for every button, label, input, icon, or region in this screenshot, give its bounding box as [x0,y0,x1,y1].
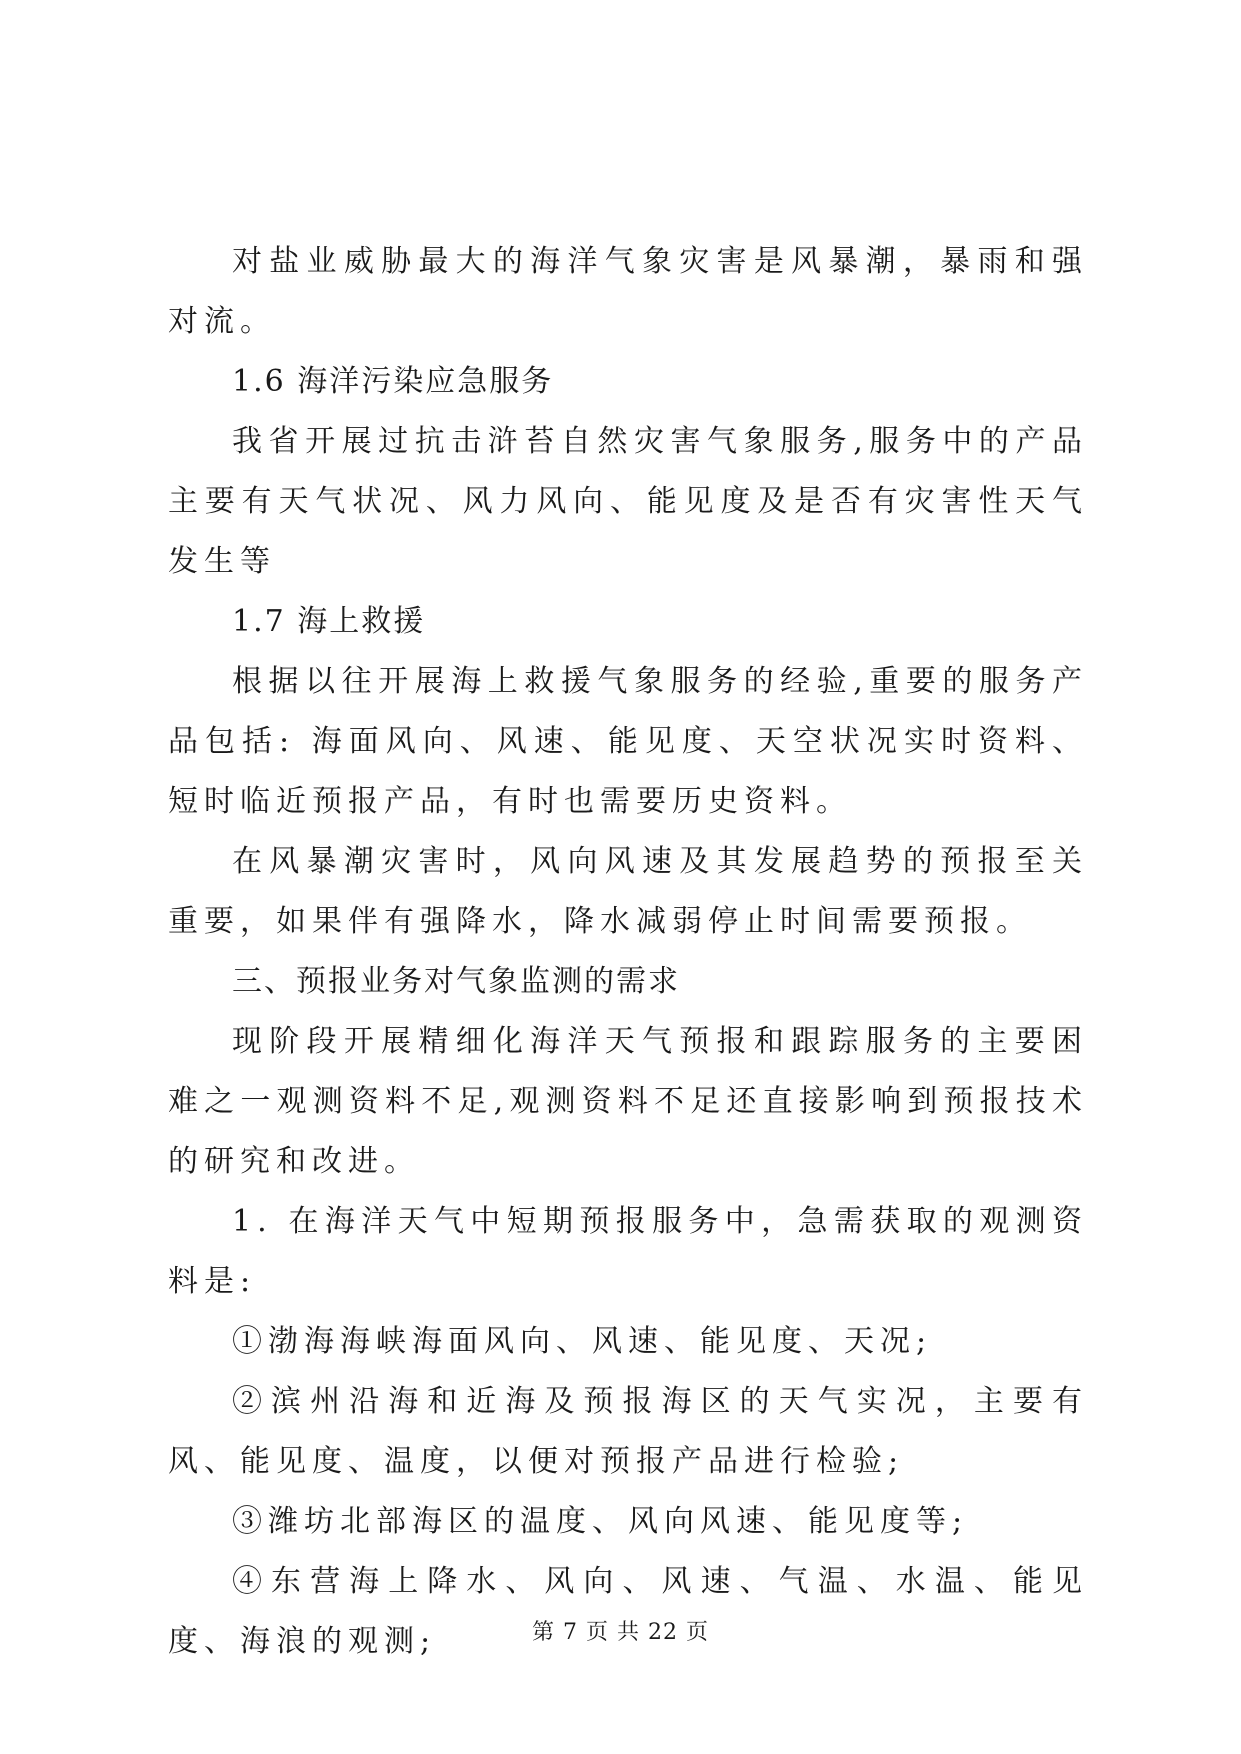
heading-section-three: 三、预报业务对气象监测的需求 [232,964,680,999]
paragraph-salt-industry-hazards: 对盐业威胁最大的海洋气象灾害是风暴潮，暴雨和强对流。 [168,244,1088,339]
list-item-bohai-strait: ①渤海海峡海面风向、风速、能见度、天况; [232,1324,933,1359]
heading-1-6-pollution-response: 1.6 海洋污染应急服务 [232,364,554,399]
page-number-footer: 第 7 页 共 22 页 [532,1620,709,1645]
list-item-binzhou: ②滨州沿海和近海及预报海区的天气实况，主要有风、能见度、温度，以便对预报产品进行检验; [168,1384,1088,1479]
paragraph-observation-shortage: 现阶段开展精细化海洋天气预报和跟踪服务的主要困难之一观测资料不足,观测资料不足还直接影响到预报技术的研究和改进。 [168,1024,1088,1179]
list-item-dongying: ④东营海上降水、风向、风速、气温、水温、能见度、海浪的观测; [168,1564,1088,1659]
paragraph-algae-service: 我省开展过抗击浒苔自然灾害气象服务,服务中的产品主要有天气状况、风力风向、能见度及是否有灾害性天气发生等 [168,424,1088,579]
heading-1-7-sea-rescue: 1.7 海上救援 [232,604,426,639]
list-item-weifang: ③潍坊北部海区的温度、风向风速、能见度等; [232,1504,969,1539]
document-body [168,232,1088,1672]
paragraph-storm-surge: 在风暴潮灾害时，风向风速及其发展趋势的预报至关重要，如果伴有强降水，降水减弱停止时间需要预报。 [168,844,1088,939]
paragraph-rescue-products: 根据以往开展海上救援气象服务的经验,重要的服务产品包括: 海面风向、风速、能见度、天空状况实时资料、短时临近预报产品，有时也需要历史资料。 [168,664,1088,819]
paragraph-needed-observations: 1. 在海洋天气中短期预报服务中，急需获取的观测资料是: [168,1204,1088,1299]
